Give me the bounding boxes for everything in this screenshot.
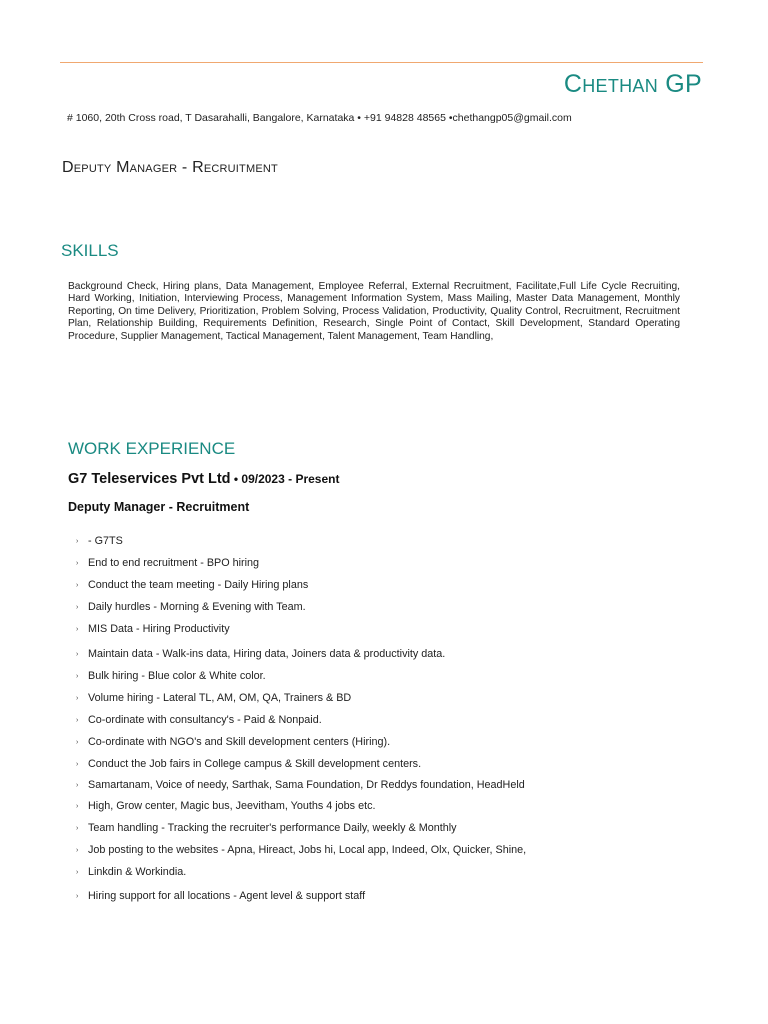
bullet-icon: ›: [76, 672, 79, 680]
duty-item: › High, Grow center, Magic bus, Jeevitham, Youths 4 jobs etc.: [76, 800, 376, 812]
bullet-icon: ›: [76, 603, 79, 611]
duty-item: › Bulk hiring - Blue color & White color.: [76, 670, 266, 682]
bullet-icon: ›: [76, 650, 79, 658]
duty-item: › MIS Data - Hiring Productivity: [76, 623, 230, 635]
duty-item: › Daily hurdles - Morning & Evening with Team.: [76, 601, 306, 613]
skills-list: Background Check, Hiring plans, Data Management, Employee Referral, External Recruitment, Facilitate,Full Life Cycle Recruiting, Hard Working, Initiation, Interviewing Process, Management Information System, Mass Mailing, Master Data Management, Monthly Reporting, On time Delivery, Prioritization, Problem Solving, Process Validation, Productivity, Quality Control, Recruitment, Recruitment Plan, Relationship Building, Requirements Definition, Research, Single Point of Contact, Skill Development, Standard Operating Procedure, Supplier Management, Tactical Management, Talent Management, Team Handling,: [68, 281, 680, 342]
duty-item: › Conduct the Job fairs in College campus & Skill development centers.: [76, 758, 422, 770]
employer-name: G7 Teleservices Pvt Ltd: [68, 471, 231, 487]
duty-item: › - G7TS: [76, 535, 123, 547]
bullet-icon: ›: [76, 892, 79, 900]
bullet-icon: ›: [76, 694, 79, 702]
duty-item: › End to end recruitment - BPO hiring: [76, 557, 260, 569]
duty-item: › Team handling - Tracking the recruiter's performance Daily, weekly & Monthly: [76, 822, 457, 834]
duty-item: › Samartanam, Voice of needy, Sarthak, Sama Foundation, Dr Reddys foundation, HeadHeld: [76, 779, 525, 791]
bullet-icon: ›: [76, 868, 79, 876]
bullet-icon: ›: [76, 781, 79, 789]
duty-item: › Job posting to the websites - Apna, Hireact, Jobs hi, Local app, Indeed, Olx, Quicker, Shine,: [76, 844, 527, 856]
candidate-name: Chethan GP: [563, 70, 702, 98]
bullet-icon: ›: [76, 738, 79, 746]
duty-item: › Co-ordinate with NGO's and Skill development centers (Hiring).: [76, 736, 391, 748]
duty-item: › Volume hiring - Lateral TL, AM, OM, QA, Trainers & BD: [76, 692, 352, 704]
job-title: Deputy Manager - Recruitment: [68, 500, 250, 514]
duty-item: › Maintain data - Walk-ins data, Hiring data, Joiners data & productivity data.: [76, 648, 446, 660]
bullet-icon: ›: [76, 625, 79, 633]
employer-line: [68, 470, 339, 488]
header-divider: [60, 62, 703, 63]
duty-item: › Co-ordinate with consultancy's - Paid & Nonpaid.: [76, 714, 322, 726]
bullet-icon: ›: [76, 537, 79, 545]
bullet-icon: ›: [76, 846, 79, 854]
bullet-icon: ›: [76, 824, 79, 832]
bullet-icon: ›: [76, 802, 79, 810]
resume-headline: Deputy Manager - Recruitment: [62, 159, 278, 176]
bullet-icon: ›: [76, 716, 79, 724]
duty-item: › Hiring support for all locations - Agent level & support staff: [76, 890, 366, 902]
duty-item: › Linkdin & Workindia.: [76, 866, 187, 878]
bullet-icon: ›: [76, 559, 79, 567]
bullet-icon: ›: [76, 760, 79, 768]
employment-dates: • 09/2023 - Present: [230, 472, 340, 486]
bullet-icon: ›: [76, 581, 79, 589]
work-experience-heading: WORK EXPERIENCE: [68, 439, 236, 458]
contact-line: # 1060, 20th Cross road, T Dasarahalli, Bangalore, Karnataka • +91 94828 48565 •chethangp05@gmail.com: [67, 112, 572, 124]
duty-item: › Conduct the team meeting - Daily Hiring plans: [76, 579, 309, 591]
skills-heading: SKILLS: [61, 241, 119, 260]
